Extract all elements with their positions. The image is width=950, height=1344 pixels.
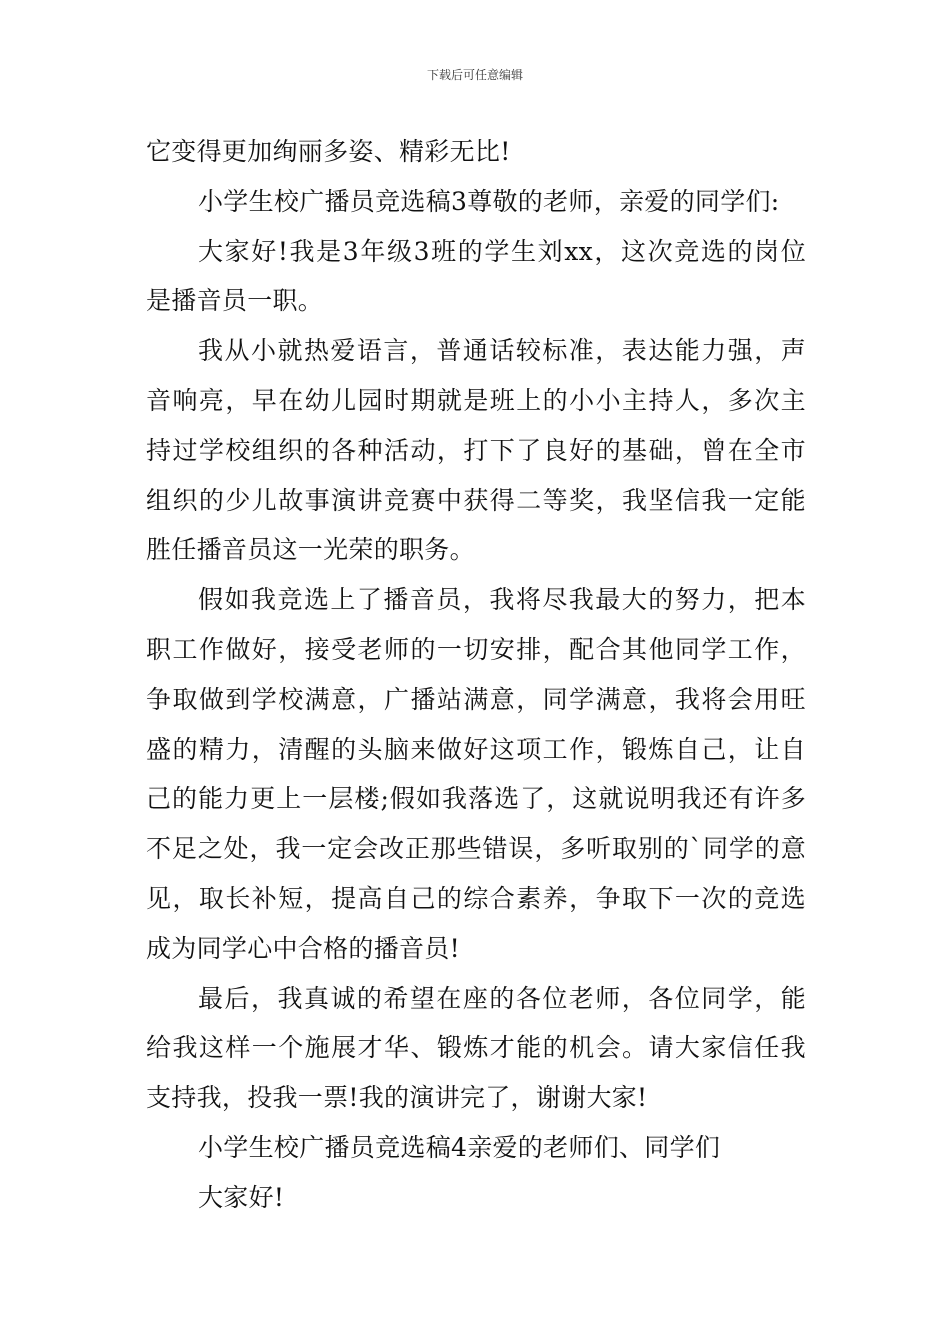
text-line: 职工作做好，接受老师的一切安排，配合其他同学工作， <box>146 634 806 664</box>
text-line: 我从小就热爱语言，普通话较标准，表达能力强，声 <box>198 336 806 366</box>
page-header-note: 下载后可任意编辑 <box>426 68 523 82</box>
text-line: 见，取长补短，提高自己的综合素养，争取下一次的竞选 <box>146 883 806 913</box>
text-line: 假如我竞选上了播音员，我将尽我最大的努力，把本 <box>198 585 806 615</box>
text-line: 小学生校广播员竞选稿3尊敬的老师，亲爱的同学们: <box>198 186 780 216</box>
text-line: 组织的少儿故事演讲竞赛中获得二等奖，我坚信我一定能 <box>146 485 806 515</box>
text-line: 支持我，投我一票!我的演讲完了，谢谢大家! <box>146 1083 648 1113</box>
text-line: 它变得更加绚丽多姿、精彩无比! <box>146 137 511 166</box>
text-line: 持过学校组织的各种活动，打下了良好的基础，曾在全市 <box>146 435 806 465</box>
text-line: 是播音员一职。 <box>146 286 324 316</box>
text-line: 成为同学心中合格的播音员! <box>146 933 460 963</box>
text-line: 己的能力更上一层楼;假如我落选了，这就说明我还有许多 <box>146 784 806 814</box>
text-line: 最后，我真诚的希望在座的各位老师，各位同学，能 <box>198 983 806 1013</box>
text-line: 给我这样一个施展才华、锻炼才能的机会。请大家信任我 <box>146 1033 806 1063</box>
text-line: 不足之处，我一定会改正那些错误，多听取别的`同学的意 <box>146 834 806 864</box>
text-line: 胜任播音员这一光荣的职务。 <box>146 535 475 565</box>
text-line: 音响亮，早在幼儿园时期就是班上的小小主持人，多次主 <box>146 385 806 415</box>
text-line: 大家好! <box>198 1182 285 1212</box>
text-line: 争取做到学校满意，广播站满意，同学满意，我将会用旺 <box>146 684 806 714</box>
text-line: 盛的精力，清醒的头脑来做好这项工作，锻炼自己，让自 <box>146 734 806 764</box>
text-line: 大家好!我是3年级3班的学生刘xx，这次竞选的岗位 <box>198 236 806 266</box>
text-line: 小学生校广播员竞选稿4亲爱的老师们、同学们 <box>198 1132 721 1162</box>
document-body <box>146 127 806 1223</box>
